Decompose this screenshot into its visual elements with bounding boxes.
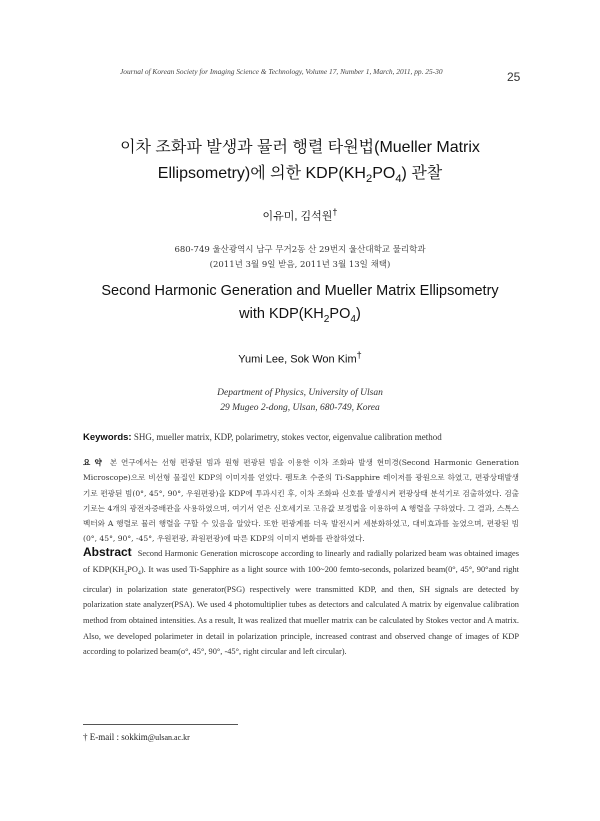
english-title-line2: with $KDP(KH_2PO_4)$ [239,306,361,325]
keywords [83,432,523,443]
korean-abstract-label: 요 약 [83,458,102,467]
korean-abstract [83,455,519,547]
footnote-mark: † [83,732,88,742]
corresponding-mark: † [356,350,362,360]
korean-title-line2: Ellipsometry)에 의한 $KDP(KH_2PO_4)$ 관찰 [157,165,443,186]
corresponding-mark: † [332,207,338,217]
english-title-line1: Second Harmonic Generation and Mueller Matrix Ellipsometry [101,283,499,299]
korean-authors: 이유미, 김석원† [262,207,338,223]
english-abstract-text: Second Harmonic Generation microscope according to linearly and radially polarized beam was obtained images of $KDP(KH_2PO_4)$. It was used Ti-Sapphire as a light source with 100~200 femto-seconds, polarized beam(0°, 45°, 90°and right circular) in polarization state generator(PSG) respectively were transmitted KDP, and then, SH signals are detected by polarization state analyzer(PSA). We used 4 photomultiplier tubes as detectors and calculated A matrix by eigenvalue calibration method from obtained intensities. As a result, It was realized that mueller matrix can be calculated by Stokes vector and A matrix. Also, we developed polarimeter in detail in polarization principle, increased contrast and observed change of images of KDP according to polarized beam(o°, 45°, 90°, -45°, right circular and left circular). [83,549,519,657]
english-abstract-label: Abstract [83,545,132,559]
page-number: 25 [507,70,521,84]
korean-title-line1: 이차 조화파 발생과 뮬러 행렬 타원법(Mueller Matrix [120,139,480,156]
keywords-text: SHG, mueller matrix, KDP, polarimetry, stokes vector, eigenvalue calibration method [133,432,442,442]
korean-address: 680-749 울산광역시 남구 무거2동 산 29번지 울산대학교 물리학과 [174,245,426,255]
journal-header: Journal of Korean Society for Imaging Science & Technology, Volume 17, Number 1, March, 2011, pp. 25-30 [120,67,443,76]
received-dates: (2011년 3월 9일 받음, 2011년 3월 13일 채택) [209,260,391,270]
keywords-label: Keywords: [83,432,132,443]
english-address: 29 Mugeo 2-dong, Ulsan, 680-749, Korea [220,403,380,413]
footnote [83,732,190,742]
english-affiliation [0,386,600,416]
english-title [0,280,600,331]
korean-abstract-text: 본 연구에서는 선형 편광된 빔과 원형 편광된 빔을 이용한 이차 조화파 발생 현미경(Second Harmonic Generation Microscope)으로 비선형 물질인 KDP의 이미지를 얻었다. 펨토초 수준의 Ti-Sapphire 레이저를 광원으로 하였고, 편광상태발생기로 편광된 빔(0°, 45°, 90°, 우원편광)을 KDP에 투과시킨 후, 이차 조화파 신호를 발생시켜 편광상태 분석기로 검출하였다. 검출기로는 4개의 광전자증배관을 사용하였으며, 여기서 얻은 신호세기로 고유값 보정법을 이용하여 A 행렬을 구하였다. 그 결과, 스톡스 벡터와 A 행렬로 뮬러 행렬을 구할 수 있음을 알았다. 또한 편광계를 더욱 발전시켜 세분화하였고, 대비효과를 높였으며, 편광된 빔(0°, 45°, 90°, -45°, 우원편광, 좌원편광)에 따른 KDP의 이미지 변화를 관찰하였다. [83,458,519,544]
korean-title [0,135,600,192]
korean-affiliation [0,243,600,273]
english-department: Department of Physics, University of Ulsan [217,388,383,398]
english-authors: Yumi Lee, Sok Won Kim† [238,350,362,366]
english-abstract [83,545,519,660]
email-label: E-mail : [89,732,122,742]
footnote-divider [83,724,238,725]
email-address[interactable]: sokkim@ulsan.ac.kr [121,732,190,742]
